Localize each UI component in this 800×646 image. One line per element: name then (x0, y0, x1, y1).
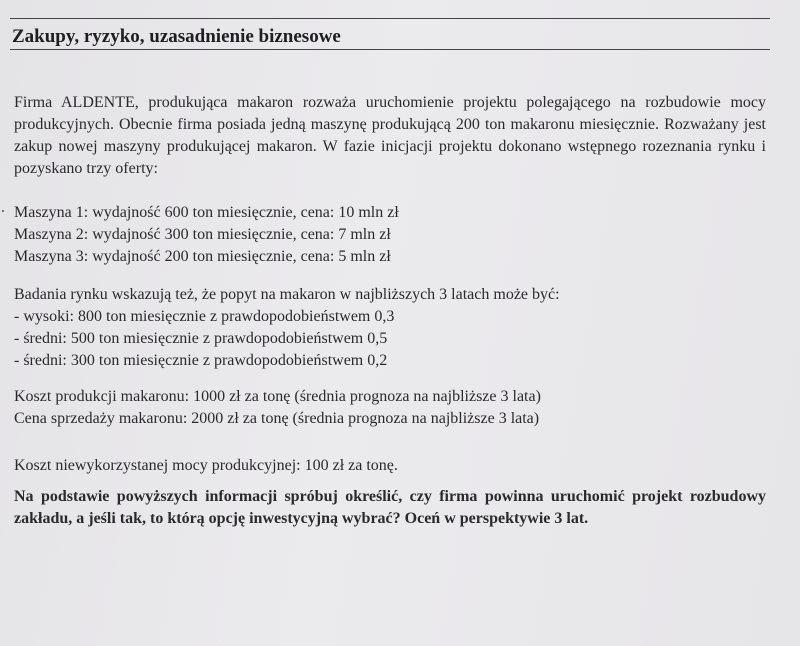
machine-offer: Maszyna 2: wydajność 300 ton miesięcznie, cena: 7 mln zł (14, 226, 391, 243)
demand-item: - średni: 300 ton miesięcznie z prawdopodobieństwem 0,2 (14, 352, 388, 369)
demand-item: - średni: 500 ton miesięcznie z prawdopodobieństwem 0,5 (14, 330, 388, 347)
sale-price: Cena sprzedaży makaronu: 2000 zł za tonę (średnia prognoza na najbliższe 3 lata) (14, 410, 540, 427)
machine-offer: Maszyna 3: wydajność 200 ton miesięcznie, cena: 5 mln zł (14, 248, 391, 265)
margin-mark (2, 210, 4, 212)
production-cost: Koszt produkcji makaronu: 1000 zł za tonę (średnia prognoza na najbliższe 3 lata) (14, 388, 541, 405)
demand-intro: Badania rynku wskazują też, że popyt na makaron w najbliższych 3 latach może być: (14, 286, 560, 303)
demand-section (14, 284, 768, 372)
top-rule (10, 18, 770, 19)
task-question: Na podstawie powyższych informacji spróbuj określić, czy firma powinna uruchomić projekt rozbudowy zakładu, a jeśli tak, to którą opcję inwestycyjną wybrać? Oceń w perspektywie 3 lat. (14, 488, 766, 527)
machine-offers (14, 202, 768, 268)
unused-capacity-cost: Koszt niewykorzystanej mocy produkcyjnej: 100 zł za tonę. (14, 457, 398, 474)
demand-item: - wysoki: 800 ton miesięcznie z prawdopodobieństwem 0,3 (14, 308, 395, 325)
document-title: Zakupy, ryzyko, uzasadnienie biznesowe (12, 26, 341, 47)
title-underline (10, 49, 770, 50)
cost-section (14, 386, 768, 430)
machine-offer: Maszyna 1: wydajność 600 ton miesięcznie, cena: 10 mln zł (14, 204, 399, 221)
intro-paragraph: Firma ALDENTE, produkująca makaron rozważa uruchomienie projektu polegającego na rozbudowie mocy produkcyjnych. Obecnie firma posiada jedną maszynę produkującą 200 ton makaronu miesięcznie. Rozważany jest zakup nowej maszyny produkującej makaron. W fazie inicjacji projektu dokonano wstępnego rozeznania rynku i pozyskano trzy oferty: (14, 94, 766, 177)
